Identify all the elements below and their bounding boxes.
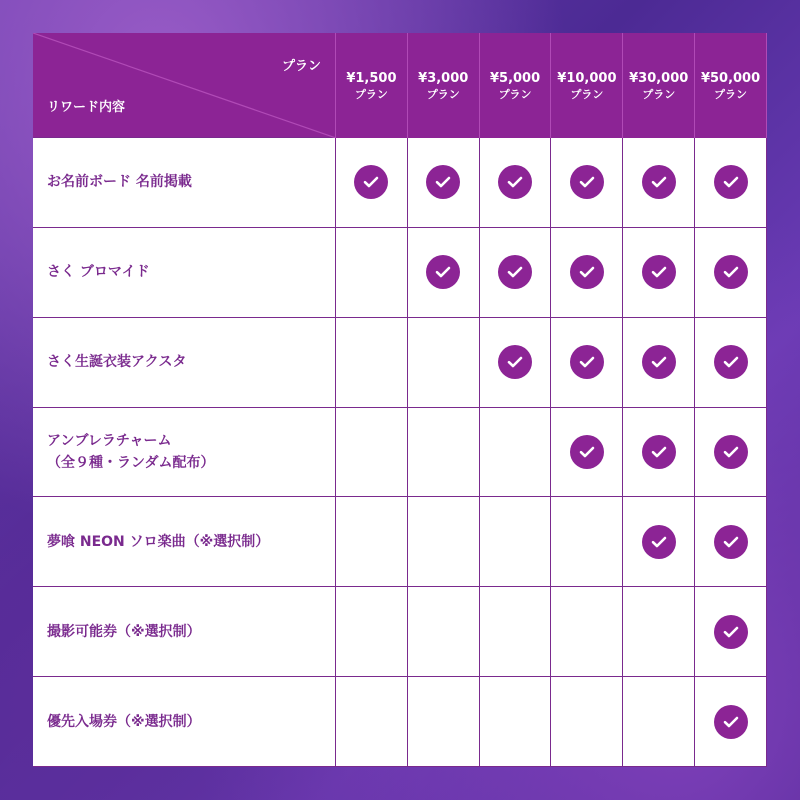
check-circle-icon — [426, 165, 460, 199]
table-cell — [408, 138, 480, 228]
table-cell — [695, 677, 767, 767]
table-cell — [480, 587, 552, 677]
table-cell — [623, 497, 695, 587]
plan-price: ¥5,000 — [489, 70, 541, 86]
table-cell — [336, 318, 408, 408]
plan-column-header — [408, 33, 480, 138]
check-circle-icon — [714, 435, 748, 469]
check-circle-icon — [642, 525, 676, 559]
table-cell — [623, 228, 695, 318]
table-cell — [480, 228, 552, 318]
table-cell — [551, 408, 623, 498]
plan-unit-label: プラン — [570, 87, 604, 101]
reward-label: さく生誕衣装アクスタ — [33, 318, 336, 408]
reward-label: 夢喰 NEON ソロ楽曲（※選択制） — [33, 497, 336, 587]
plan-unit-label: プラン — [498, 87, 532, 101]
plan-unit-label: プラン — [714, 87, 748, 101]
table-cell — [336, 228, 408, 318]
table-cell — [623, 408, 695, 498]
reward-label: 撮影可能券（※選択制） — [33, 587, 336, 677]
check-circle-icon — [570, 165, 604, 199]
check-circle-icon — [714, 165, 748, 199]
plan-axis-label: プラン — [281, 59, 321, 74]
check-circle-icon — [498, 165, 532, 199]
check-circle-icon — [570, 435, 604, 469]
table-cell — [623, 677, 695, 767]
table-cell — [695, 408, 767, 498]
table-cell — [408, 408, 480, 498]
table-cell — [623, 587, 695, 677]
check-circle-icon — [714, 705, 748, 739]
table-cell — [551, 497, 623, 587]
check-circle-icon — [714, 615, 748, 649]
check-circle-icon — [426, 255, 460, 289]
plan-unit-label: プラン — [354, 87, 388, 101]
check-circle-icon — [498, 345, 532, 379]
table-cell — [551, 138, 623, 228]
check-circle-icon — [570, 255, 604, 289]
table-cell — [408, 228, 480, 318]
table-cell — [480, 677, 552, 767]
table-cell — [551, 587, 623, 677]
table-cell — [480, 497, 552, 587]
plan-price: ¥30,000 — [629, 70, 689, 86]
table-cell — [336, 497, 408, 587]
reward-label: お名前ボード 名前掲載 — [33, 138, 336, 228]
table-cell — [551, 318, 623, 408]
table-corner-header — [33, 33, 336, 138]
reward-plan-table — [33, 33, 767, 767]
diagonal-divider — [33, 33, 336, 138]
plan-price: ¥10,000 — [557, 70, 617, 86]
check-circle-icon — [642, 345, 676, 379]
table-cell — [623, 138, 695, 228]
plan-column-header — [336, 33, 408, 138]
table-cell — [336, 587, 408, 677]
table-cell — [623, 318, 695, 408]
table-cell — [336, 677, 408, 767]
table-cell — [408, 318, 480, 408]
plan-unit-label: プラン — [426, 87, 460, 101]
reward-axis-label: リワード内容 — [47, 100, 126, 115]
table-cell — [336, 408, 408, 498]
plan-column-header — [480, 33, 552, 138]
table-cell — [695, 228, 767, 318]
reward-label: さく ブロマイド — [33, 228, 336, 318]
plan-price: ¥3,000 — [418, 70, 469, 86]
check-circle-icon — [714, 525, 748, 559]
table-cell — [336, 138, 408, 228]
plan-price: ¥1,500 — [346, 70, 397, 86]
table-cell — [408, 587, 480, 677]
plan-unit-label: プラン — [642, 87, 676, 101]
plan-column-header — [623, 33, 695, 138]
table-cell — [480, 138, 552, 228]
check-circle-icon — [642, 435, 676, 469]
check-circle-icon — [570, 345, 604, 379]
table-cell — [695, 497, 767, 587]
plan-price: ¥50,000 — [700, 70, 761, 86]
check-circle-icon — [354, 165, 388, 199]
check-circle-icon — [714, 255, 748, 289]
table-cell — [408, 497, 480, 587]
table-cell — [695, 318, 767, 408]
table-cell — [480, 318, 552, 408]
table-cell — [551, 228, 623, 318]
reward-label: アンブレラチャーム （全９種・ランダム配布） — [33, 408, 336, 498]
reward-label: 優先入場券（※選択制） — [33, 677, 336, 767]
plan-column-header — [551, 33, 623, 138]
plan-column-header — [695, 33, 767, 138]
check-circle-icon — [498, 255, 532, 289]
check-circle-icon — [714, 345, 748, 379]
table-cell — [551, 677, 623, 767]
table-cell — [480, 408, 552, 498]
table-cell — [408, 677, 480, 767]
check-circle-icon — [642, 165, 676, 199]
table-cell — [695, 138, 767, 228]
check-circle-icon — [642, 255, 676, 289]
table-cell — [695, 587, 767, 677]
